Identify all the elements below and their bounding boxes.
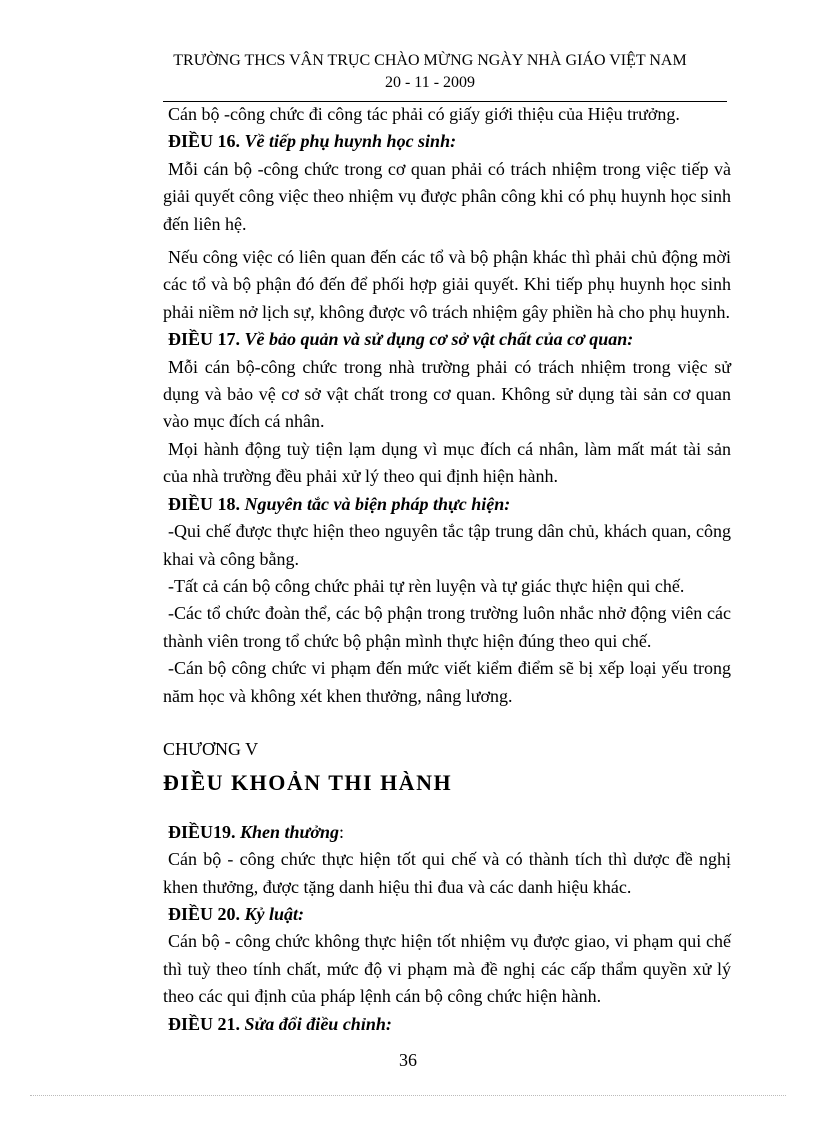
article-19-heading: [163, 819, 731, 846]
chapter-title: ĐIỀU KHOẢN THI HÀNH: [163, 770, 453, 796]
paragraph: -Cán bộ công chức vi phạm đến mức viết kiểm điểm sẽ bị xếp loại yếu trong năm học và không xét khen thưởng, nâng lương.: [163, 658, 731, 706]
paragraph: Cán bộ - công chức thực hiện tốt qui chế và có thành tích thì dược đề nghị khen thưởng, được tặng danh hiệu thi đua và các danh hiệu khác.: [163, 849, 731, 897]
paragraph: -Tất cả cán bộ công chức phải tự rèn luyện và tự giác thực hiện qui chế.: [168, 575, 685, 596]
article-label: ĐIỀU 18.: [168, 493, 241, 514]
paragraph: -Các tổ chức đoàn thể, các bộ phận trong trường luôn nhắc nhở động viên các thành viên trong tổ chức bộ phận mình thực hiện đúng theo qui chế.: [163, 603, 731, 651]
page-bottom-dotted-rule: [30, 1095, 786, 1096]
paragraph: -Qui chế được thực hiện theo nguyên tắc tập trung dân chủ, khách quan, công khai và công bằng.: [163, 521, 731, 569]
header-school-line: TRƯỜNG THCS VÂN TRỤC CHÀO MỪNG NGÀY NHÀ GIÁO VIỆT NAM: [173, 52, 687, 69]
article-colon: :: [339, 821, 345, 842]
paragraph: Cán bộ -công chức đi công tác phải có giấy giới thiệu của Hiệu trưởng.: [168, 104, 680, 124]
document-body: [163, 101, 731, 1038]
article-title: Sửa đổi điều chỉnh:: [244, 1013, 392, 1034]
article-18-heading: [163, 491, 731, 518]
article-20-heading: [163, 901, 731, 928]
article-title: Nguyên tắc và biện pháp thực hiện:: [244, 493, 511, 514]
paragraph: Mỗi cán bộ -công chức trong cơ quan phải có trách nhiệm trong việc tiếp và giải quyết công việc theo nhiệm vụ được phân công khi có phụ huynh học sinh đến liên hệ.: [163, 158, 731, 234]
article-label: ĐIỀU19.: [168, 821, 236, 842]
paragraph: Cán bộ - công chức không thực hiện tốt nhiệm vụ được giao, vi phạm qui chế thì tuỳ theo tính chất, mức độ vi phạm mà đề nghị các cấp thẩm quyền xử lý theo các qui định của pháp lệnh cán bộ công chức hiện hành.: [163, 931, 731, 1007]
article-title: Kỷ luật:: [244, 903, 305, 924]
paragraph: Nếu công việc có liên quan đến các tổ và bộ phận khác thì phải chủ động mời các tổ và bộ phận đó đến để phối hợp giải quyết. Khi tiếp phụ huynh học sinh phải niềm nở lịch sự, không được vô trách nhiệm gây phiền hà cho phụ huynh.: [163, 247, 731, 322]
article-17-heading: [163, 326, 731, 353]
page-number: 36: [399, 1050, 417, 1070]
article-label: ĐIỀU 17.: [168, 329, 241, 350]
paragraph: Mọi hành động tuỳ tiện lạm dụng vì mục đích cá nhân, làm mất mát tài sản của nhà trường đều phải xử lý theo qui định hiện hành.: [163, 438, 731, 487]
page-header: [120, 50, 740, 94]
paragraph: Mỗi cán bộ-công chức trong nhà trường phải có trách nhiệm trong việc sử dụng và bảo vệ cơ sở vật chất trong cơ quan. Không sử dụng tài sản cơ quan vào mục đích cá nhân.: [163, 356, 731, 432]
article-21-heading: [163, 1011, 731, 1038]
article-title: Khen thưởng: [240, 821, 339, 842]
article-label: ĐIỀU 16.: [168, 131, 241, 152]
article-title: Về tiếp phụ huynh học sinh:: [244, 131, 457, 152]
article-label: ĐIỀU 21.: [168, 1013, 241, 1034]
article-label: ĐIỀU 20.: [168, 903, 241, 924]
header-date-line: 20 - 11 - 2009: [384, 74, 476, 91]
article-16-heading: [163, 128, 731, 155]
chapter-number: CHƯƠNG V: [163, 738, 259, 759]
article-title: Về bảo quản và sử dụng cơ sở vật chất của cơ quan:: [244, 329, 634, 350]
